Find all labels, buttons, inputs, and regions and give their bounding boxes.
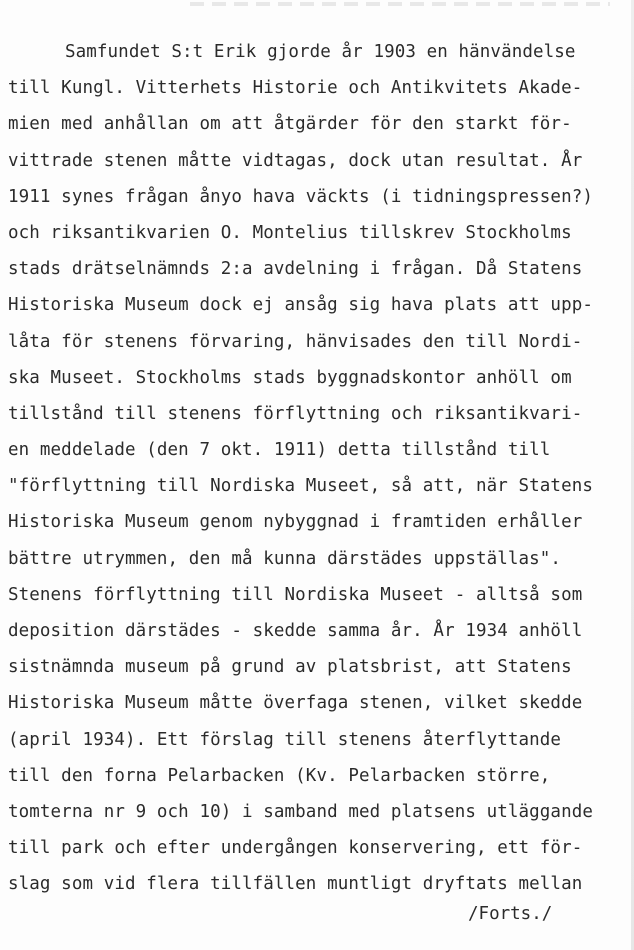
text-line: sistnämnda museum på grund av platsbrist, att Statens [8,657,572,678]
continuation-note: /Forts./ [468,904,553,924]
text-line: låta för stenens förvaring, hänvisades den till Nordi- [8,331,583,352]
text-line: och riksantikvarien O. Montelius tillskrev Stockholms [8,222,572,243]
text-line: Samfundet S:t Erik gjorde år 1903 en hänvändelse [65,42,576,62]
text-line: 1911 synes frågan ånyo hava väckts (i tidningspressen?) [8,186,593,207]
text-line: bättre utrymmen, den må kunna därstädes uppställas". [8,548,562,569]
scan-artifact [190,2,610,6]
text-line: Historiska Museum dock ej ansåg sig hava plats att upp- [8,295,593,316]
text-line: deposition därstädes - skedde samma år. År 1934 anhöll [8,621,583,641]
text-line: (april 1934). Ett förslag till stenens återflyttande [8,729,562,750]
text-line: slag som vid flera tillfällen muntligt dryftats mellan [8,874,583,895]
text-line: en meddelade (den 7 okt. 1911) detta tillstånd till [8,440,551,461]
text-line: till park och efter undergången konservering, ett för- [8,838,583,859]
text-line: mien med anhållan om att åtgärder för den starkt för- [8,114,572,135]
text-line: tillstånd till stenens förflyttning och riksantikvari- [8,403,583,424]
text-line: till den forna Pelarbacken (Kv. Pelarbacken större, [8,765,551,786]
text-line: Stenens förflyttning till Nordiska Museet - alltså som [8,584,583,605]
text-line: till Kungl. Vitterhets Historie och Antikvitets Akade- [8,78,583,99]
text-line: Historiska Museum måtte överfaga stenen, vilket skedde [8,693,583,714]
text-line: tomterna nr 9 och 10) i samband med platsens utläggande [8,801,593,822]
text-line: vittrade stenen måtte vidtagas, dock utan resultat. År [8,150,583,171]
text-line: ska Museet. Stockholms stads byggnadskontor anhöll om [8,367,572,388]
text-line: stads drätselnämnds 2:a avdelning i frågan. Då Statens [8,259,583,280]
text-line: "förflyttning till Nordiska Museet, så att, när Statens [8,476,593,497]
body-text [8,34,630,903]
text-line: Historiska Museum genom nybyggnad i framtiden erhåller [8,512,583,533]
